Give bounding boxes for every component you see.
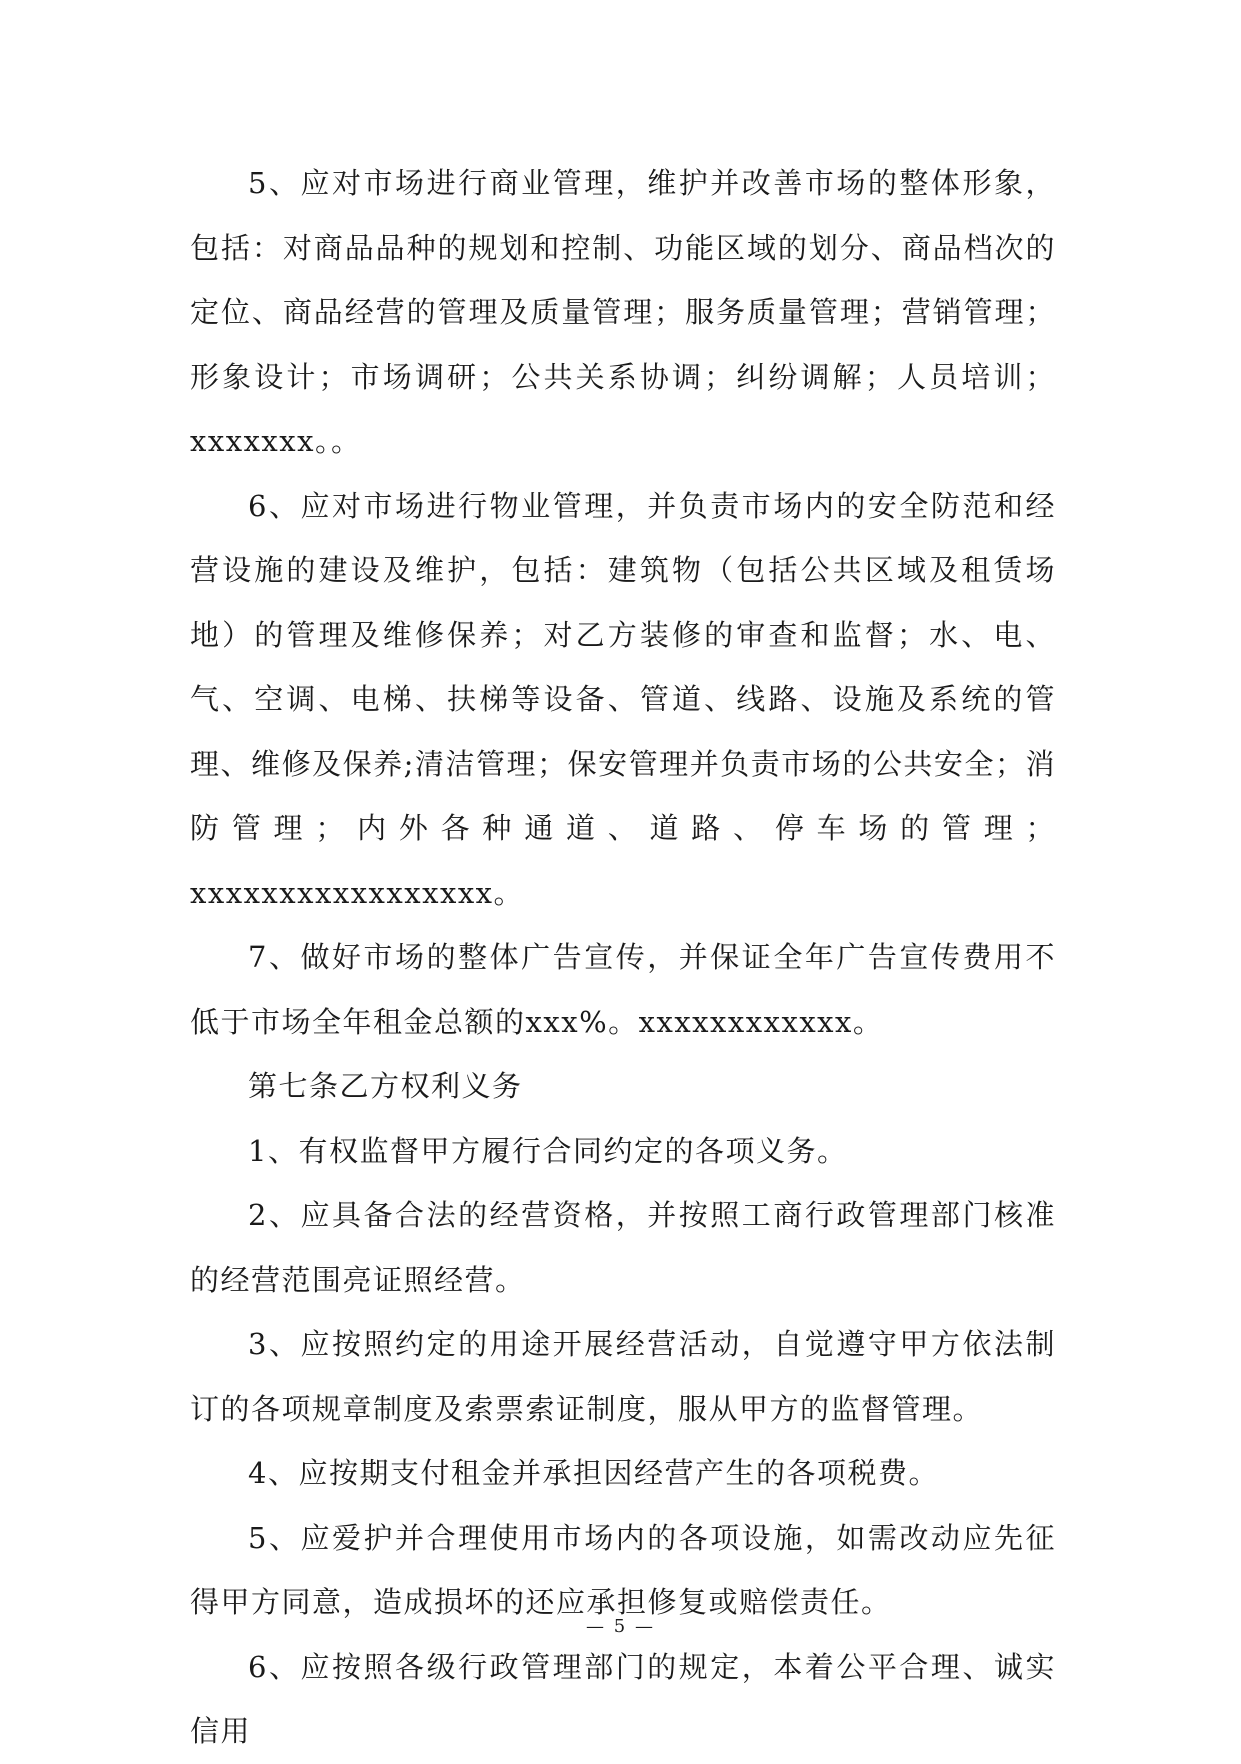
paragraph-party-b-item-6: 6、应按照各级行政管理部门的规定，本着公平合理、诚实信用	[190, 1649, 1056, 1748]
page-number: — 5 —	[586, 1616, 655, 1637]
paragraph-party-b-item-4: 4、应按期支付租金并承担因经营产生的各项税费。	[248, 1456, 939, 1490]
paragraph-party-b-item-2: 2、应具备合法的经营资格，并按照工商行政管理部门核准的经营范围亮证照经营。	[190, 1198, 1056, 1297]
paragraph-clause-6-property-management: 6、应对市场进行物业管理，并负责市场内的安全防范和经营设施的建设及维护，包括：建筑物（包括公共区域及租赁场地）的管理及维修保养；对乙方装修的审查和监督；水、电、气、空调、电梯、扶梯等设备、管道、线路、设施及系统的管理、维修及保养;清洁管理；保安管理并负责市场的公共安全；消防管理；内外各种通道、道路、停车场的管理；xxxxxxxxxxxxxxxxx。	[190, 488, 1056, 910]
section-heading-article-7: 第七条乙方权利义务	[248, 1069, 523, 1103]
paragraph-clause-7-advertising: 7、做好市场的整体广告宣传，并保证全年广告宣传费用不低于市场全年租金总额的xxx%。xxxxxxxxxxxx。	[190, 940, 1056, 1039]
paragraph-party-b-item-1: 1、有权监督甲方履行合同约定的各项义务。	[248, 1133, 848, 1168]
paragraph-clause-5-commercial-management: 5、应对市场进行商业管理，维护并改善市场的整体形象，包括：对商品品种的规划和控制、功能区域的划分、商品档次的定位、商品经营的管理及质量管理；服务质量管理；营销管理；形象设计；市场调研；公共关系协调；纠纷调解；人员培训；xxxxxxx。。	[190, 166, 1056, 458]
document-body	[190, 151, 1056, 1764]
paragraph-party-b-item-5: 5、应爱护并合理使用市场内的各项设施，如需改动应先征得甲方同意，造成损坏的还应承担修复或赔偿责任。	[190, 1520, 1056, 1619]
paragraph-party-b-item-3: 3、应按照约定的用途开展经营活动，自觉遵守甲方依法制订的各项规章制度及索票索证制度，服从甲方的监督管理。	[190, 1327, 1056, 1426]
